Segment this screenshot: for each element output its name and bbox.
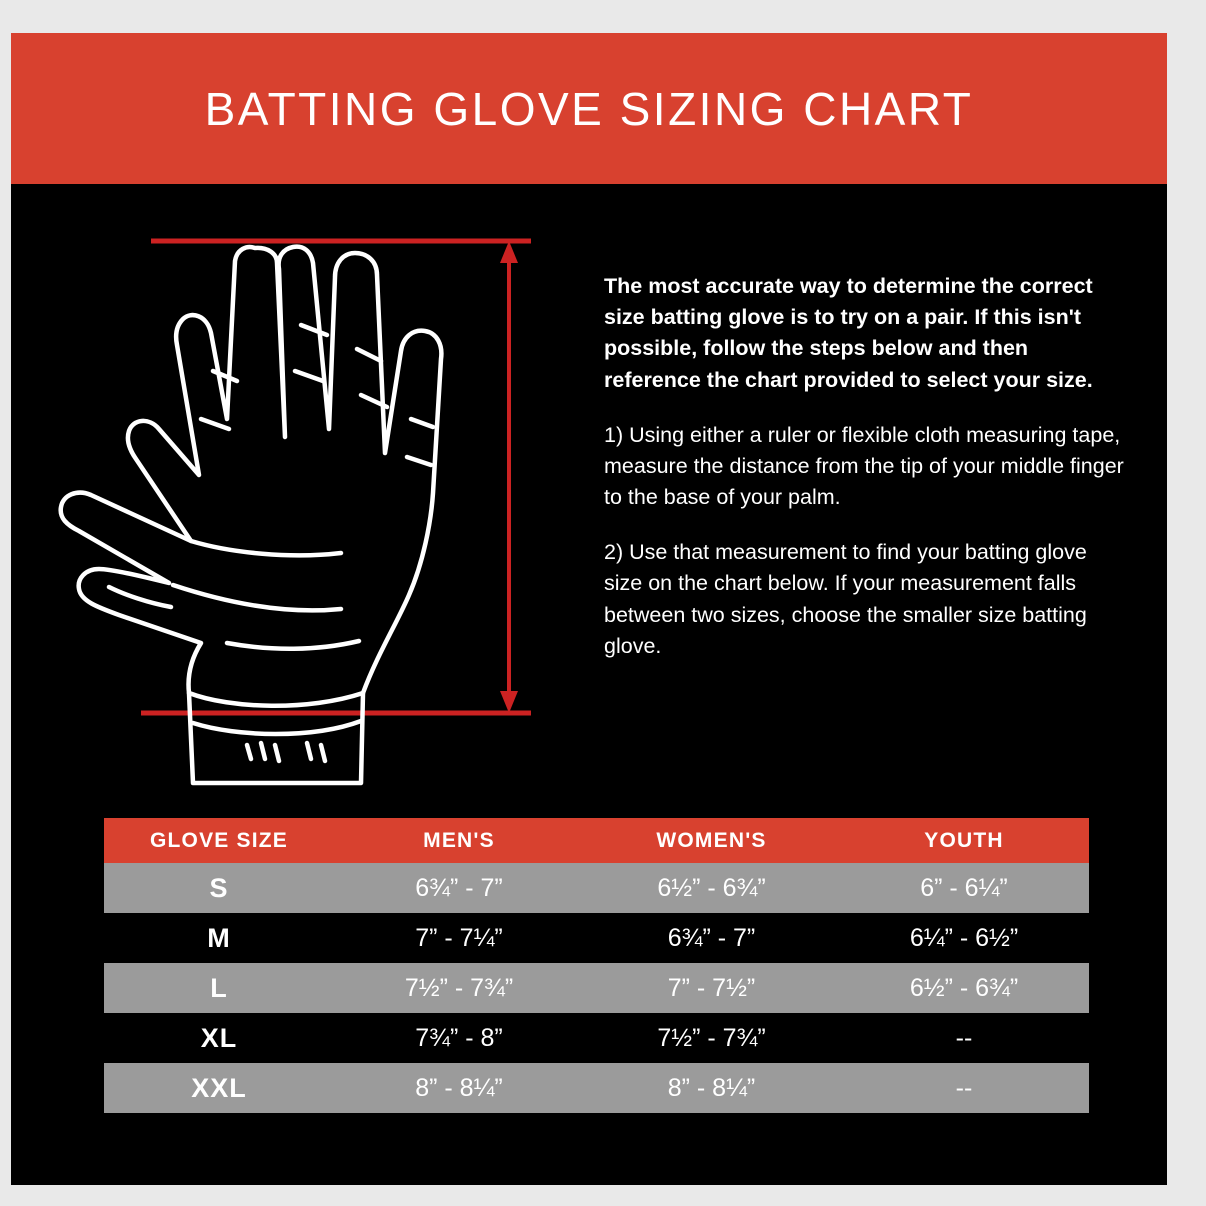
table-row (104, 963, 1089, 1013)
size-table (104, 818, 1089, 1113)
table-row (104, 1063, 1089, 1113)
instructions-lead: The most accurate way to determine the correct size batting glove is to try on a pair. If this isn't possible, follow the steps below and then reference the chart provided to select your size. (604, 274, 1093, 392)
size-table-wrapper (104, 818, 1089, 1113)
cell-youth: 6¼” - 6½” (839, 913, 1089, 963)
cell-size: S (104, 863, 334, 913)
cell-mens: 7¾” - 8” (334, 1013, 584, 1063)
cell-youth: -- (839, 1013, 1089, 1063)
column-header-womens: WOMEN'S (584, 818, 839, 863)
table-row (104, 863, 1089, 913)
cell-mens: 7” - 7¼” (334, 913, 584, 963)
column-header-youth: YOUTH (839, 818, 1089, 863)
hand-outline-icon (41, 223, 561, 823)
cell-size: M (104, 913, 334, 963)
cell-mens: 8” - 8¼” (334, 1063, 584, 1113)
cell-youth: 6” - 6¼” (839, 863, 1089, 913)
sizing-chart-card (11, 33, 1167, 1185)
cell-mens: 6¾” - 7” (334, 863, 584, 913)
table-row (104, 913, 1089, 963)
page-title: BATTING GLOVE SIZING CHART (204, 82, 974, 135)
cell-size: L (104, 963, 334, 1013)
instructions-step-2: 2) Use that measurement to find your batting glove size on the chart below. If your measurement falls between two sizes, choose the smaller size batting glove. (604, 540, 1087, 658)
cell-youth: 6½” - 6¾” (839, 963, 1089, 1013)
cell-youth: -- (839, 1063, 1089, 1113)
instructions-step-1: 1) Using either a ruler or flexible cloth measuring tape, measure the distance from the tip of your middle finger to the base of your palm. (604, 422, 1124, 510)
cell-womens: 7” - 7½” (584, 963, 839, 1013)
cell-womens: 6¾” - 7” (584, 913, 839, 963)
cell-size: XXL (104, 1063, 334, 1113)
cell-womens: 7½” - 7¾” (584, 1013, 839, 1063)
table-header-row (104, 818, 1089, 863)
instructions-block (604, 271, 1124, 662)
cell-size: XL (104, 1013, 334, 1063)
chart-header (11, 33, 1167, 184)
column-header-mens: MEN'S (334, 818, 584, 863)
hand-measurement-diagram (41, 223, 561, 823)
column-header-glove-size: GLOVE SIZE (104, 818, 334, 863)
cell-womens: 8” - 8¼” (584, 1063, 839, 1113)
cell-mens: 7½” - 7¾” (334, 963, 584, 1013)
cell-womens: 6½” - 6¾” (584, 863, 839, 913)
table-row (104, 1013, 1089, 1063)
